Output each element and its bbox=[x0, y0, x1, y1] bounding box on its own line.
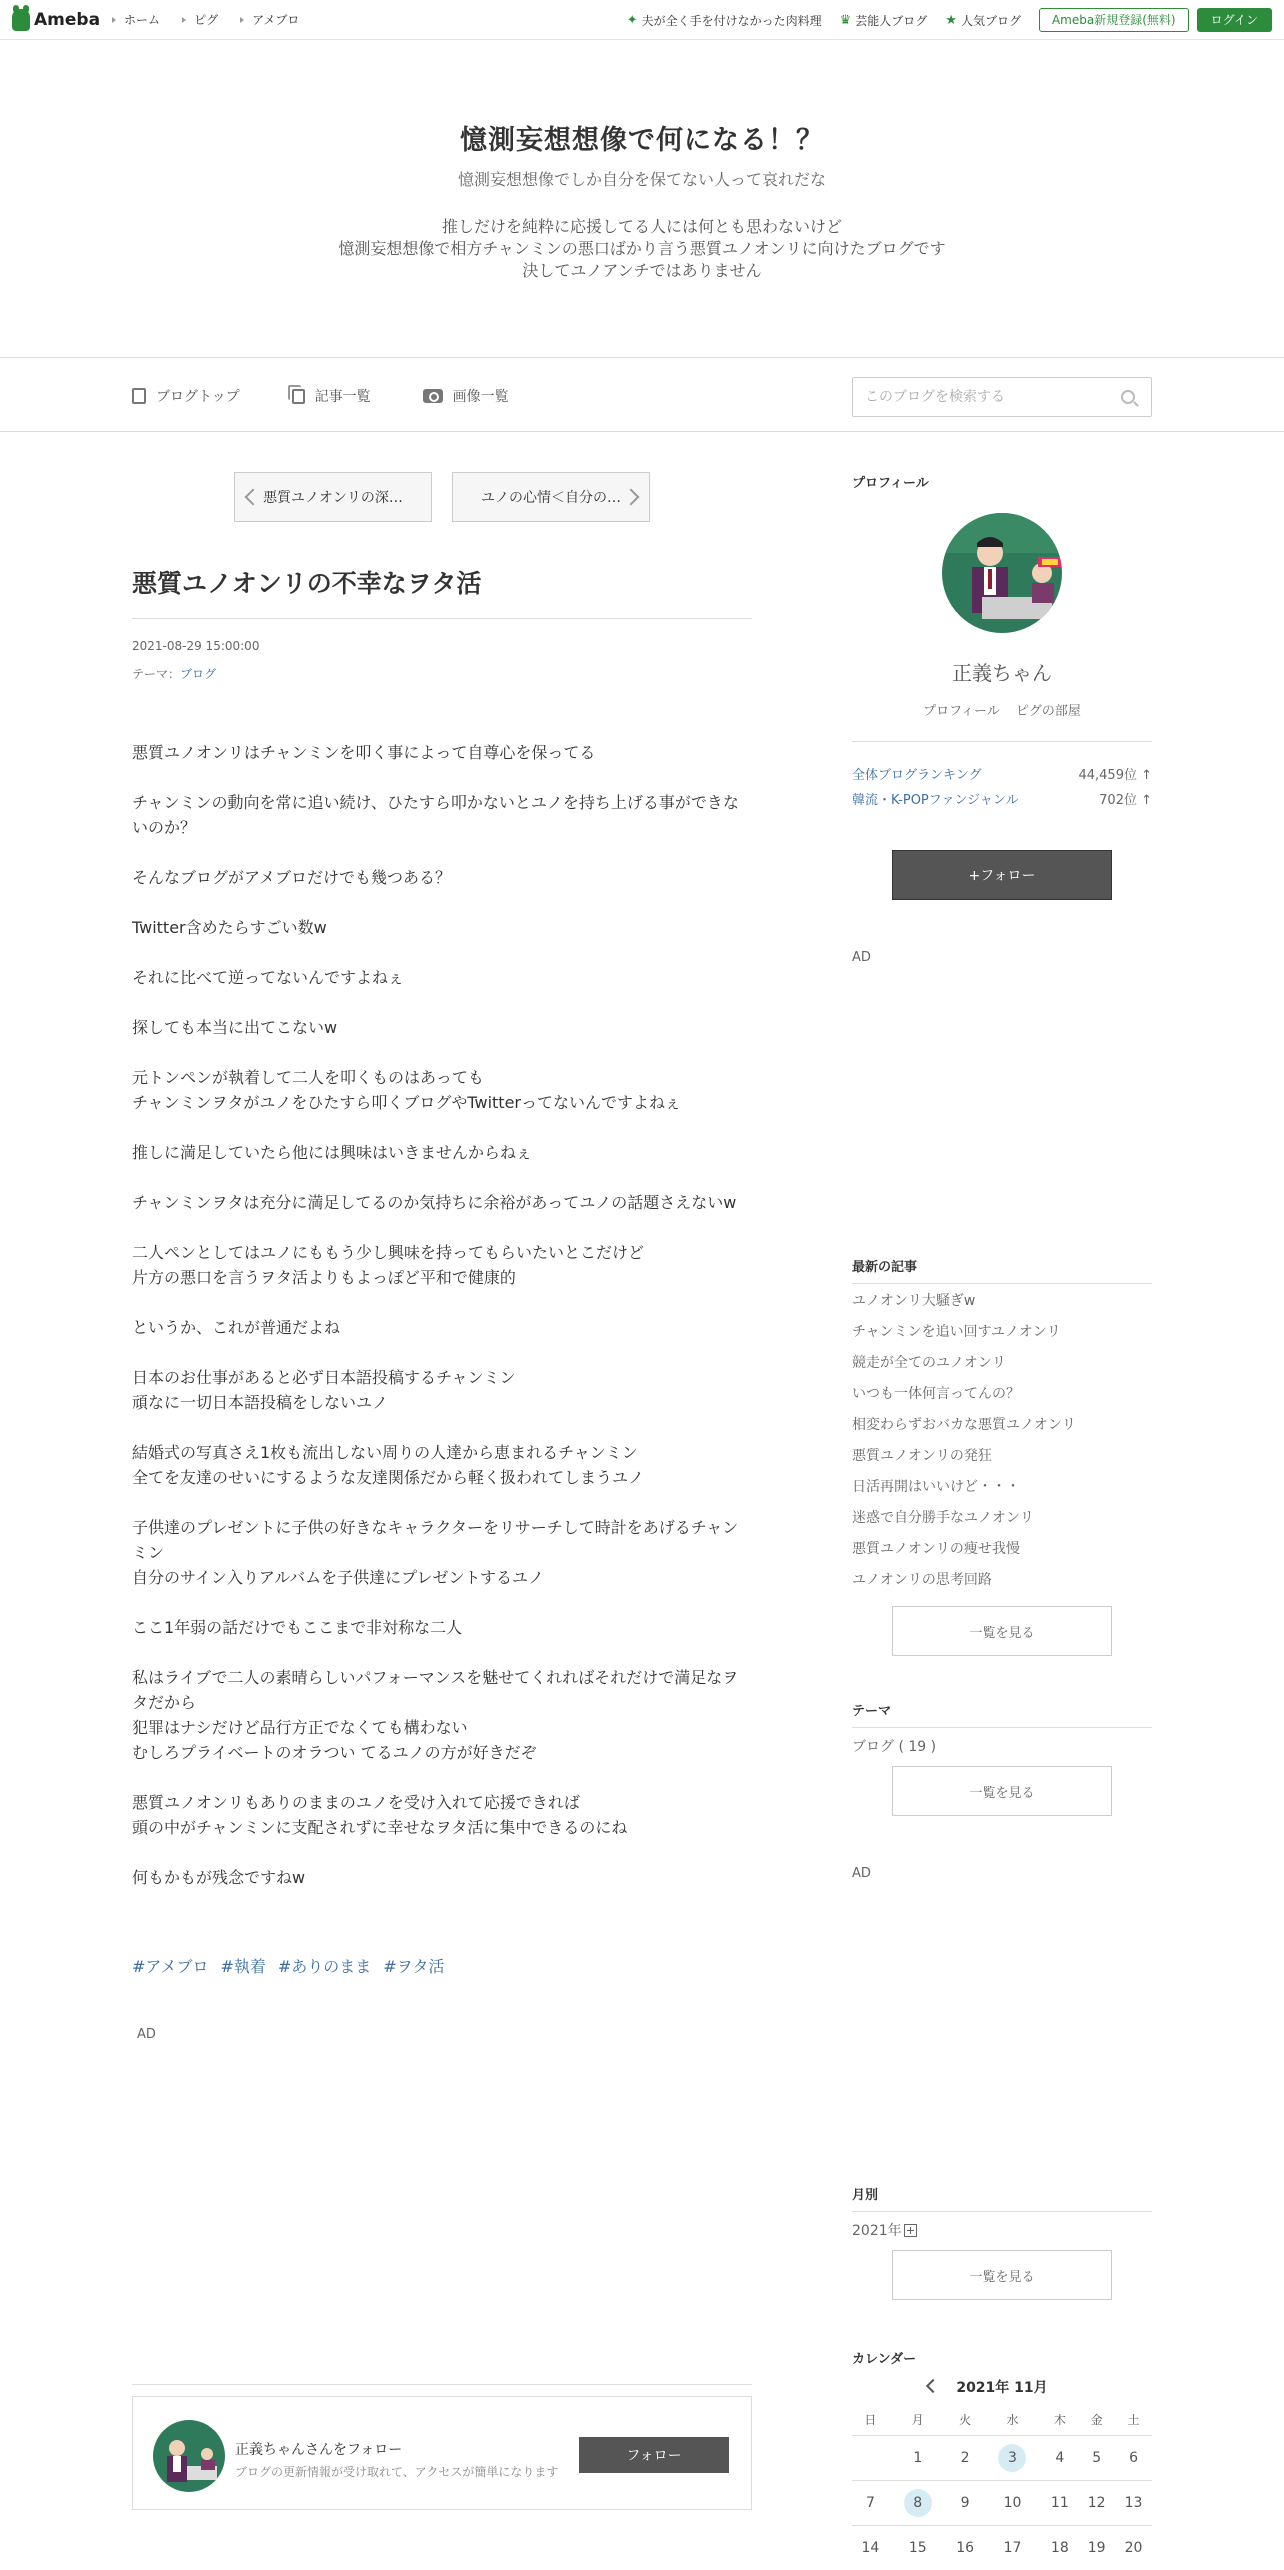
follow-button[interactable]: フォロー bbox=[579, 2437, 729, 2473]
entry-paragraph: それに比べて逆ってないんですよねぇ bbox=[132, 968, 405, 987]
tab-blog-top[interactable]: ブログトップ bbox=[132, 386, 240, 406]
entry-pager bbox=[132, 472, 752, 522]
chevron-left-icon bbox=[245, 489, 262, 506]
profile-heading: プロフィール bbox=[852, 476, 929, 491]
entry-paragraph: 悪質ユノオンリはチャンミンを叩く事によって自尊心を保ってる bbox=[132, 743, 596, 762]
calendar-day[interactable]: 7 bbox=[852, 2480, 889, 2525]
recent-entry-link[interactable]: チャンミンを追い回すユノオンリ bbox=[852, 1324, 1061, 1340]
theme-item[interactable]: ブログ ( 19 ) bbox=[852, 1739, 937, 1755]
sidebar bbox=[852, 472, 1152, 2556]
triangle-right-icon bbox=[112, 17, 116, 23]
hashtag-link[interactable]: #ヲタ活 bbox=[383, 1957, 445, 1976]
calendar-day[interactable]: 9 bbox=[947, 2480, 984, 2525]
sidebar-ad-label: AD bbox=[852, 950, 871, 965]
triangle-right-icon bbox=[182, 17, 186, 23]
calendar-day[interactable]: 1 bbox=[889, 2435, 947, 2480]
main-column bbox=[132, 472, 752, 2042]
blog-title[interactable]: 憶測妄想想像で何になる！？ bbox=[460, 125, 824, 156]
entry-theme-link[interactable]: ブログ bbox=[180, 667, 217, 681]
calendar-day[interactable]: 10 bbox=[984, 2480, 1042, 2525]
calendar-weekday: 水 bbox=[1006, 2413, 1019, 2428]
entry-paragraph: チャンミンヲタは充分に満足してるのか気持ちに余裕があってユノの話題さえないw bbox=[132, 1193, 737, 1212]
recent-entries-section bbox=[852, 1256, 1152, 1656]
blog-search bbox=[852, 377, 1152, 417]
calendar-day[interactable]: 11 bbox=[1041, 2480, 1078, 2525]
entry-paragraph: 何もかもが残念ですねw bbox=[132, 1868, 306, 1887]
divider bbox=[852, 741, 1152, 742]
global-nav-item[interactable]: ホーム bbox=[112, 11, 160, 28]
follow-description: ブログの更新情報が受け取れて、アクセスが簡単になります bbox=[235, 2465, 559, 2479]
blog-header bbox=[0, 40, 1284, 358]
calendar-day[interactable]: 3 bbox=[984, 2435, 1042, 2480]
ranking-overall-link[interactable]: 全体ブログランキング bbox=[852, 768, 982, 783]
tab-image-list[interactable]: 画像一覧 bbox=[423, 386, 509, 406]
calendar-grid bbox=[852, 2405, 1152, 2570]
calendar-day[interactable]: 20 bbox=[1115, 2525, 1152, 2570]
ameba-logo-icon bbox=[12, 9, 30, 31]
entry-paragraph: Twitter含めたらすごい数w bbox=[132, 918, 327, 937]
calendar-day[interactable]: 14 bbox=[852, 2525, 889, 2570]
sparkle-icon: ✦ bbox=[626, 12, 638, 28]
monthly-section bbox=[852, 2184, 1152, 2300]
calendar-day[interactable]: 5 bbox=[1078, 2435, 1115, 2480]
entry-paragraph: ここ1年弱の話だけでもここまで非対称な二人 bbox=[132, 1618, 463, 1637]
profile-name[interactable]: 正義ちゃん bbox=[952, 661, 1052, 685]
recent-entry-link[interactable]: 競走が全てのユノオンリ bbox=[852, 1355, 1006, 1371]
ranking-genre-link[interactable]: 韓流・K-POPファンジャンル bbox=[852, 793, 1019, 808]
follow-card bbox=[132, 2396, 752, 2510]
header-pick-link[interactable]: ♛ 芸能人ブログ bbox=[839, 12, 928, 28]
calendar-day[interactable]: 12 bbox=[1078, 2480, 1115, 2525]
entry-paragraph: そんなブログがアメブロだけでも幾つある？ bbox=[132, 868, 452, 887]
entry-paragraph: 悪質ユノオンリもありのままのユノを受け入れて応援できれば 頭の中がチャンミンに支配されずに幸せなヲタ活に集中できるのにね bbox=[132, 1793, 628, 1837]
calendar-weekday: 金 bbox=[1090, 2413, 1103, 2428]
ad-label: AD bbox=[137, 2027, 156, 2042]
calendar-day[interactable]: 15 bbox=[889, 2525, 947, 2570]
entry-paragraph: 子供達のプレゼントに子供の好きなキャラクターをリサーチして時計をあげるチャンミン 自分のサイン入りアルバムを子供達にプレゼントするユノ bbox=[132, 1518, 739, 1587]
calendar-day[interactable]: 17 bbox=[984, 2525, 1042, 2570]
copy-icon bbox=[292, 389, 305, 404]
divider bbox=[132, 2384, 752, 2385]
chevron-left-icon[interactable] bbox=[926, 2379, 940, 2393]
monthly-see-all-button[interactable]: 一覧を見る bbox=[892, 2250, 1112, 2300]
monthly-year-item[interactable]: 2021年 bbox=[852, 2220, 1152, 2240]
theme-heading: テーマ bbox=[852, 1700, 1152, 1728]
entry-date: 2021-08-29 15:00:00 bbox=[132, 639, 260, 653]
recent-see-all-button[interactable]: 一覧を見る bbox=[892, 1606, 1112, 1656]
entry-paragraph: 元トンペンが執着して二人を叩くものはあっても チャンミンヲタがユノをひたすら叩くブログやTwitterってないんですよねぇ bbox=[132, 1068, 681, 1112]
entry-paragraph: 日本のお仕事があると必ず日本語投稿するチャンミン 頑なに一切日本語投稿をしないユノ bbox=[132, 1368, 516, 1412]
global-header bbox=[0, 0, 1284, 40]
entry-paragraph: というか、これが普通だよね bbox=[132, 1318, 341, 1337]
calendar-day[interactable]: 4 bbox=[1041, 2435, 1078, 2480]
pig-room-link[interactable]: ピグの部屋 bbox=[1015, 704, 1081, 719]
chevron-right-icon bbox=[623, 489, 640, 506]
header-pick-link[interactable]: ✦ 夫が全く手を付けなかった肉料理 bbox=[626, 12, 822, 28]
monthly-heading: 月別 bbox=[852, 2184, 1152, 2212]
recent-heading: 最新の記事 bbox=[852, 1256, 1152, 1284]
theme-section bbox=[852, 1700, 1152, 1881]
camera-icon bbox=[423, 389, 443, 403]
avatar[interactable] bbox=[153, 2420, 225, 2492]
calendar-heading: カレンダー bbox=[852, 2352, 917, 2367]
header-pick-link[interactable]: ★ 人気ブログ bbox=[945, 12, 1021, 28]
hashtag-link[interactable]: #アメブロ bbox=[132, 1957, 209, 1976]
sidebar-follow-button[interactable]: +フォロー bbox=[892, 850, 1112, 900]
global-nav bbox=[112, 11, 321, 28]
entry-paragraph: 推しに満足していたら他には興味はいきませんからねぇ bbox=[132, 1143, 533, 1162]
global-nav-item[interactable]: アメブロ bbox=[240, 11, 299, 28]
blog-nav bbox=[0, 358, 1284, 432]
hashtag-link[interactable]: #執着 bbox=[220, 1957, 266, 1976]
entry-title[interactable]: 悪質ユノオンリの不幸なヲタ活 bbox=[132, 564, 752, 619]
calendar-day[interactable]: 6 bbox=[1115, 2435, 1152, 2480]
entry-paragraph: 探しても本当に出てこないw bbox=[132, 1018, 338, 1037]
blog-description: 推しだけを純粋に応援してる人には何とも思わないけど 憶測妄想想像で相方チャンミンの悪口ばかり言う悪質ユノオンリに向けたブログです 決してユノアンチではありません bbox=[338, 217, 946, 280]
calendar-day bbox=[852, 2435, 889, 2480]
calendar-month-header bbox=[852, 2377, 1152, 2397]
hashtag-list bbox=[132, 1954, 752, 1977]
sidebar-ad-label-2: AD bbox=[852, 1866, 871, 1881]
ranking-genre bbox=[852, 789, 1152, 808]
recent-entry-link[interactable]: ユノオンリ大騒ぎw bbox=[852, 1293, 976, 1309]
login-button[interactable]: ログイン bbox=[1197, 8, 1272, 32]
register-button[interactable]: Ameba新規登録(無料) bbox=[1039, 8, 1189, 32]
entry-theme: テーマ：ブログ bbox=[132, 667, 217, 681]
recent-entry-link[interactable]: 迷惑で自分勝手なユノオンリ bbox=[852, 1510, 1034, 1526]
entry-paragraph: 二人ペンとしてはユノにももう少し興味を持ってもらいたいとこだけど 片方の悪口を言うヲタ活よりもよっぽど平和で健康的 bbox=[132, 1243, 645, 1287]
calendar-weekday: 木 bbox=[1053, 2413, 1066, 2428]
star-icon: ★ bbox=[945, 12, 957, 28]
entry-paragraph: チャンミンの動向を常に追い続け、ひたすら叩かないとユノを持ち上げる事ができないのか？ bbox=[132, 793, 739, 837]
recent-entry-link[interactable]: ユノオンリの思考回路 bbox=[852, 1572, 992, 1588]
profile-link[interactable]: プロフィール bbox=[923, 704, 1000, 719]
theme-see-all-button[interactable]: 一覧を見る bbox=[892, 1766, 1112, 1816]
global-nav-item[interactable]: ピグ bbox=[182, 11, 218, 28]
recent-entry-link[interactable]: 悪質ユノオンリの発狂 bbox=[852, 1448, 992, 1464]
search-icon[interactable] bbox=[1121, 390, 1135, 404]
calendar-day[interactable]: 19 bbox=[1078, 2525, 1115, 2570]
calendar-weekday: 土 bbox=[1127, 2413, 1140, 2428]
entry-paragraph: 結婚式の写真さえ1枚も流出しない周りの人達から恵まれるチャンミン 全てを友達のせいにするような友達関係だから軽く扱われてしまうユノ bbox=[132, 1443, 645, 1487]
calendar-day[interactable]: 13 bbox=[1115, 2480, 1152, 2525]
entry-paragraph: 私はライブで二人の素晴らしいパフォーマンスを魅せてくれればそれだけで満足なヲタだから 犯罪はナシだけど品行方正でなくても構わない むしろプライベートのオラつい てるユノの方が好きだぞ bbox=[132, 1668, 739, 1762]
ranking-overall bbox=[852, 764, 1152, 783]
document-icon bbox=[132, 388, 146, 404]
expand-plus-icon[interactable] bbox=[904, 2224, 917, 2237]
tab-entry-list[interactable]: 記事一覧 bbox=[292, 386, 371, 406]
hashtag-link[interactable]: #ありのまま bbox=[277, 1957, 372, 1976]
ranking-overall-value: 44,459位 ↑ bbox=[1078, 768, 1152, 783]
recent-entry-link[interactable]: 悪質ユノオンリの痩せ我慢 bbox=[852, 1541, 1020, 1557]
recent-entry-link[interactable]: 相変わらずおバカな悪質ユノオンリ bbox=[852, 1417, 1076, 1433]
calendar-weekday: 火 bbox=[959, 2413, 972, 2428]
triangle-right-icon bbox=[240, 17, 244, 23]
entry-body bbox=[132, 740, 752, 1890]
calendar-day[interactable]: 2 bbox=[947, 2435, 984, 2480]
crown-icon: ♛ bbox=[839, 12, 852, 28]
calendar-weekday: 月 bbox=[911, 2413, 924, 2428]
calendar-weekday: 日 bbox=[864, 2413, 877, 2428]
calendar-day[interactable]: 8 bbox=[889, 2480, 947, 2525]
follow-title: 正義ちゃんさんをフォロー bbox=[235, 2442, 403, 2458]
recent-entry-link[interactable]: 日活再開はいいけど・・・ bbox=[852, 1479, 1020, 1495]
recent-entries-list bbox=[852, 1286, 1152, 1596]
next-entry-button[interactable]: ユノの心情＜自分の… bbox=[452, 472, 650, 522]
ameba-logo[interactable]: Ameba bbox=[12, 9, 100, 31]
profile-links bbox=[852, 700, 1152, 719]
ranking-genre-value: 702位 ↑ bbox=[1099, 793, 1152, 808]
entry-meta bbox=[132, 639, 752, 682]
prev-entry-button[interactable]: 悪質ユノオンリの深… bbox=[234, 472, 432, 522]
search-input[interactable] bbox=[865, 389, 1105, 405]
calendar-day[interactable]: 18 bbox=[1041, 2525, 1078, 2570]
calendar-month: 2021年 11月 bbox=[956, 2380, 1048, 2396]
blog-subtitle: 憶測妄想想像でしか自分を保てない人って哀れだな bbox=[457, 170, 826, 189]
profile-avatar[interactable] bbox=[942, 513, 1062, 633]
recent-entry-link[interactable]: いつも一体何言ってんの？ bbox=[852, 1386, 1020, 1402]
calendar-day[interactable]: 16 bbox=[947, 2525, 984, 2570]
global-header-right bbox=[627, 8, 1272, 32]
calendar-section bbox=[852, 2348, 1152, 2570]
